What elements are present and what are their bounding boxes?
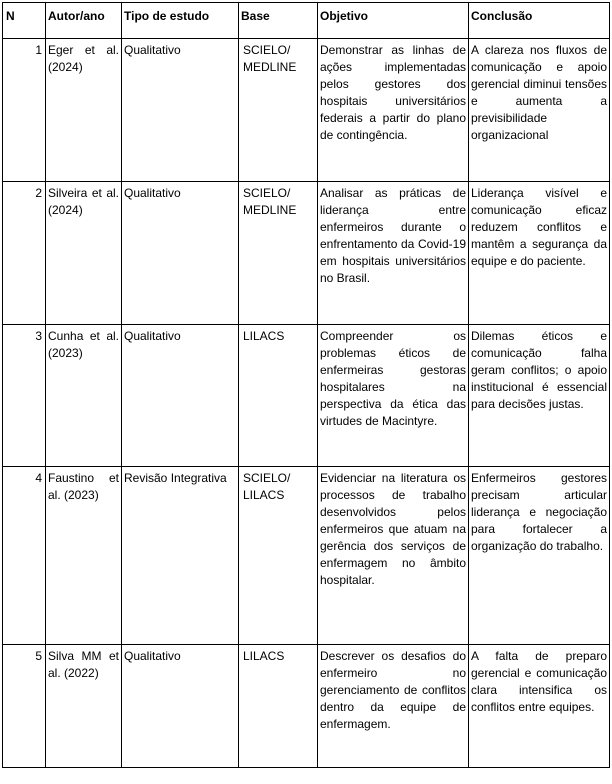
cell-n: 3 bbox=[3, 325, 46, 467]
cell-n: 4 bbox=[3, 467, 46, 645]
table-row bbox=[3, 645, 610, 768]
cell-autor-ano: Eger et al. (2024) bbox=[46, 39, 122, 182]
header-base: Base bbox=[239, 3, 318, 39]
cell-autor-ano: Silveira et al. (2024) bbox=[46, 182, 122, 325]
cell-tipo-estudo: Qualitativo bbox=[122, 325, 239, 467]
cell-objetivo: Analisar as práticas de liderança entre enfermeiros durante o enfrentamento da Covid-19 em hospitais universitários no Brasil. bbox=[318, 182, 469, 325]
cell-objetivo: Compreender os problemas éticos de enfermeiras gestoras hospitalares na perspectiva da ética das virtudes de Macintyre. bbox=[318, 325, 469, 467]
header-n: N bbox=[3, 3, 46, 39]
cell-base: SCIELO/ MEDLINE bbox=[239, 39, 318, 182]
cell-conclusao: A clareza nos fluxos de comunicação e apoio gerencial diminui tensões e aumenta a previsibilidade organizacional bbox=[469, 39, 610, 182]
cell-autor-ano: Faustino et al. (2023) bbox=[46, 467, 122, 645]
cell-base: LILACS bbox=[239, 645, 318, 768]
cell-conclusao: Enfermeiros gestores precisam articular liderança e negociação para fortalecer a organização do trabalho. bbox=[469, 467, 610, 645]
header-row bbox=[3, 3, 610, 39]
cell-conclusao: Dilemas éticos e comunicação falha geram conflitos; o apoio institucional é essencial para decisões justas. bbox=[469, 325, 610, 467]
cell-objetivo: Demonstrar as linhas de ações implementadas pelos gestores dos hospitais universitários federais a partir do plano de contingência. bbox=[318, 39, 469, 182]
header-tipo-estudo: Tipo de estudo bbox=[122, 3, 239, 39]
cell-objetivo: Evidenciar na literatura os processos de trabalho desenvolvidos pelos enfermeiros que atuam na gerência dos serviços de enfermagem no âmbito hospitalar. bbox=[318, 467, 469, 645]
cell-conclusao: A falta de preparo gerencial e comunicação clara intensifica os conflitos entre equipes. bbox=[469, 645, 610, 768]
cell-n: 5 bbox=[3, 645, 46, 768]
table-row bbox=[3, 467, 610, 645]
cell-base: SCIELO/ MEDLINE bbox=[239, 182, 318, 325]
table-row bbox=[3, 325, 610, 467]
header-conclusao: Conclusão bbox=[469, 3, 610, 39]
cell-n: 1 bbox=[3, 39, 46, 182]
cell-tipo-estudo: Revisão Integrativa bbox=[122, 467, 239, 645]
cell-objetivo: Descrever os desafios do enfermeiro no gerenciamento de conflitos dentro da equipe de enfermagem. bbox=[318, 645, 469, 768]
cell-base: LILACS bbox=[239, 325, 318, 467]
cell-autor-ano: Cunha et al. (2023) bbox=[46, 325, 122, 467]
studies-table bbox=[2, 2, 610, 768]
cell-base: SCIELO/ LILACS bbox=[239, 467, 318, 645]
cell-tipo-estudo: Qualitativo bbox=[122, 645, 239, 768]
cell-tipo-estudo: Qualitativo bbox=[122, 182, 239, 325]
header-objetivo: Objetivo bbox=[318, 3, 469, 39]
table-row bbox=[3, 182, 610, 325]
table-row bbox=[3, 39, 610, 182]
cell-n: 2 bbox=[3, 182, 46, 325]
cell-conclusao: Liderança visível e comunicação eficaz reduzem conflitos e mantêm a segurança da equipe e do paciente. bbox=[469, 182, 610, 325]
cell-autor-ano: Silva MM et al. (2022) bbox=[46, 645, 122, 768]
cell-tipo-estudo: Qualitativo bbox=[122, 39, 239, 182]
header-autor-ano: Autor/ano bbox=[46, 3, 122, 39]
